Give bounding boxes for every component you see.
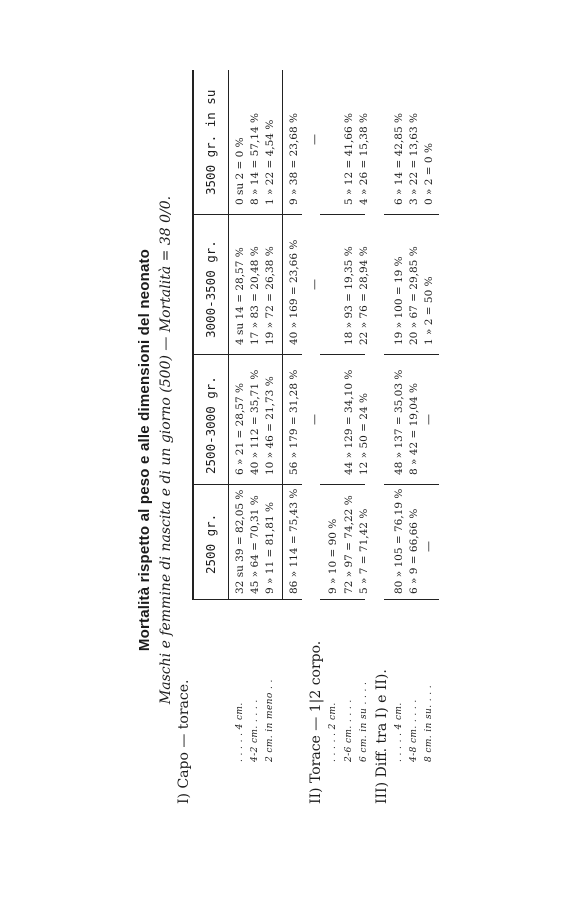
- row-label: 8 cm. in su. . . .: [424, 684, 434, 762]
- cell: 6 » 14 = 42,85 %: [393, 113, 405, 205]
- col-rule-s3-2: [384, 354, 439, 355]
- cell: 20 » 67 = 29,85 %: [408, 246, 420, 345]
- row-label: . . . . . 4 cm.: [235, 702, 245, 762]
- section-label-capo-torace: I) Capo — torace.: [176, 679, 192, 804]
- cell: 10 » 46 = 21,73 %: [264, 376, 276, 475]
- row-label: 2 cm. in meno . .: [265, 679, 275, 762]
- header-2500: 2500 gr.: [203, 513, 218, 574]
- header-3500-in-su: 3500 gr. in su: [203, 89, 218, 195]
- col-rule-s2-1: [320, 484, 365, 485]
- cell: 48 » 137 = 35,03 %: [393, 369, 405, 475]
- cell: 6 » 9 = 66,66 %: [408, 508, 420, 594]
- cell: 6 » 21 = 28,57 %: [234, 383, 246, 475]
- cell: 1 » 2 = 50 %: [423, 276, 435, 345]
- header-rule: [228, 70, 229, 600]
- header-2500-3000: 2500-3000 gr.: [203, 376, 218, 474]
- col-rule-s2-0: [320, 599, 365, 600]
- row-label: 2-6 cm. . . . .: [344, 699, 354, 762]
- rotated-table-page: [132, 70, 442, 830]
- cell: 80 » 105 = 76,19 %: [393, 488, 405, 594]
- cell: 32 su 39 = 82,05 %: [234, 489, 246, 594]
- header-3000-3500: 3000-3500 gr.: [203, 240, 218, 338]
- section-label-differenza: III) Diff. tra I) e II).: [374, 669, 390, 804]
- cell: 3 » 22 = 13,63 %: [408, 113, 420, 205]
- cell: 1 » 22 = 4,54 %: [264, 119, 276, 205]
- col-rule-s3-0: [384, 599, 439, 600]
- cell: 0 su 2 = 0 %: [234, 137, 246, 205]
- cell: 19 » 100 = 19 %: [393, 256, 405, 345]
- cell: 12 » 50 = 24 %: [358, 393, 370, 475]
- cell: 18 » 93 = 19,35 %: [343, 246, 355, 345]
- cell-dash: —: [308, 279, 321, 290]
- col-rule-s2-2: [320, 354, 365, 355]
- cell: 44 » 129 = 34,10 %: [343, 369, 355, 475]
- col-rule-0: [192, 599, 302, 600]
- row-label: 4-2 cm. . . . .: [250, 699, 260, 762]
- col-rule-s3-1: [384, 484, 439, 485]
- cell: 4 su 14 = 28,57 %: [234, 247, 246, 345]
- row-label: . . . . . 2 cm.: [328, 702, 338, 762]
- cell: 22 » 76 = 28,94 %: [358, 246, 370, 345]
- subtotal-cell: 86 » 114 = 75,43 %: [288, 488, 300, 594]
- cell-dash: —: [308, 134, 321, 145]
- subtotal-cell: 9 » 38 = 23,68 %: [288, 113, 300, 205]
- subtotal-cell: 56 » 179 = 31,28 %: [288, 369, 300, 475]
- col-rule-1: [192, 484, 302, 485]
- cell: 9 » 11 = 81,81 %: [264, 502, 276, 594]
- cell: 0 » 2 = 0 %: [423, 143, 435, 205]
- cell: 19 » 72 = 26,38 %: [264, 246, 276, 345]
- table-title: Mortalità rispetto al peso e alle dimensioni del neonato: [136, 248, 153, 652]
- cell-dash: —: [422, 414, 435, 425]
- cell: 9 » 10 = 90 %: [327, 518, 339, 594]
- cell-dash: —: [308, 414, 321, 425]
- col-rule-s2-3: [320, 214, 365, 215]
- col-rule-s3-3: [384, 214, 439, 215]
- cell: 40 » 112 = 35,71 %: [249, 369, 261, 475]
- cell: 45 » 64 = 70,31 %: [249, 495, 261, 594]
- row-label: 4-8 cm. . . . .: [409, 699, 419, 762]
- cell: 8 » 14 = 57,14 %: [249, 113, 261, 205]
- table-subtitle: Maschi e femmine di nascita e di un giorno (500) — Mortalità = 38 0/0.: [158, 195, 174, 705]
- subtotal-rule: [282, 70, 283, 600]
- row-label: . . . . . 4 cm.: [394, 702, 404, 762]
- cell: 4 » 26 = 15,38 %: [358, 113, 370, 205]
- cell: 5 » 7 = 71,42 %: [358, 508, 370, 594]
- cell: 8 » 42 = 19,04 %: [408, 383, 420, 475]
- row-label: 6 cm. in su . . . .: [359, 681, 369, 762]
- cell: 17 » 83 = 20,48 %: [249, 246, 261, 345]
- cell-dash: —: [422, 541, 435, 552]
- col-rule-2: [192, 354, 302, 355]
- section-label-torace-corpo: II) Torace — 1|2 corpo.: [308, 640, 324, 804]
- cell: 72 » 97 = 74,22 %: [343, 495, 355, 594]
- subtotal-cell: 40 » 169 = 23,66 %: [288, 239, 300, 345]
- col-rule-3: [192, 214, 302, 215]
- cell: 5 » 12 = 41,66 %: [343, 113, 355, 205]
